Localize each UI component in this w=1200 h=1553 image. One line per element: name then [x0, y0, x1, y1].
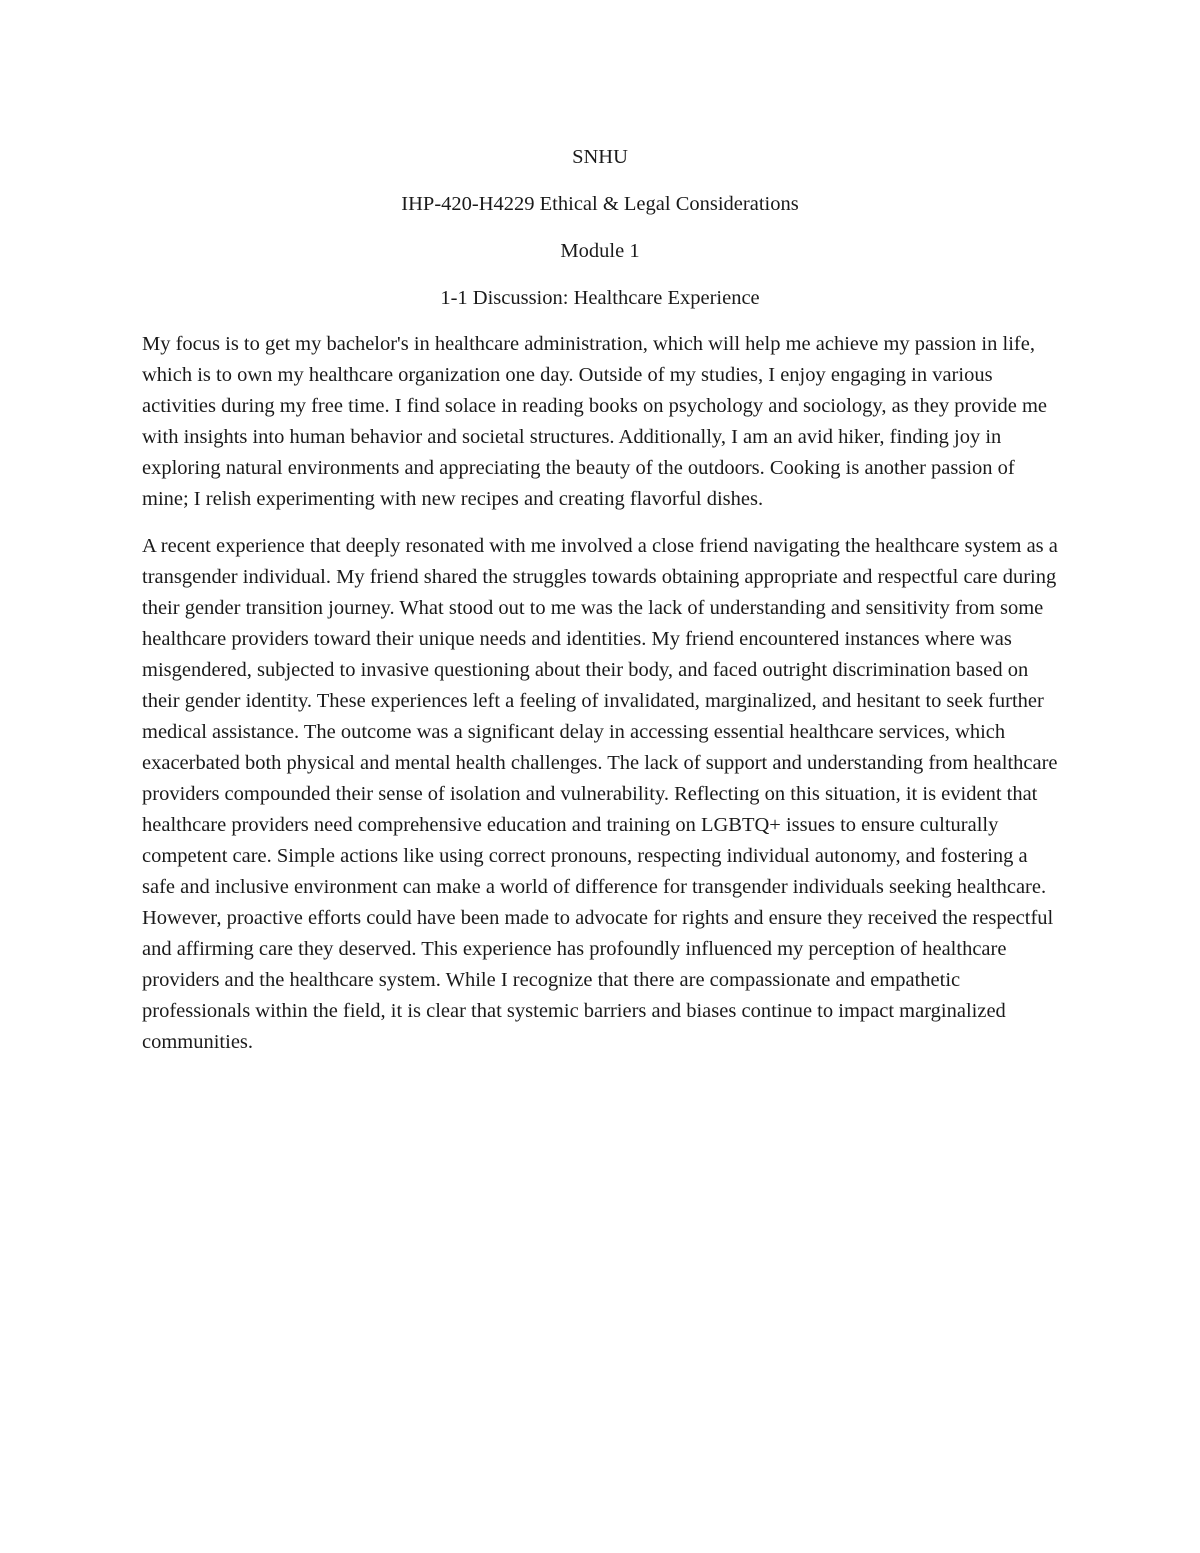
body-paragraph-interests: My focus is to get my bachelor's in healthcare administration, which will help me achieve my passion in life, which is to own my healthcare organization one day. Outside of my studies, I enjoy engaging in various activities during my free time. I find solace in reading books on psychology and sociology, as they provide me with insights into human behavior and societal structures. Additionally, I am an avid hiker, finding joy in exploring natural environments and appreciating the beauty of the outdoors. Cooking is another passion of mine; I relish experimenting with new recipes and creating flavorful dishes.: [142, 333, 1048, 510]
body-paragraph-experience: A recent experience that deeply resonated with me involved a close friend navigating the healthcare system as a transgender individual. My friend shared the struggles towards obtaining appropriate and respectful care during their gender transition journey. What stood out to me was the lack of understanding and sensitivity from some healthcare providers toward their unique needs and identities. My friend encountered instances where was misgendered, subjected to invasive questioning about their body, and faced outright discrimination based on their gender identity. These experiences left a feeling of invalidated, marginalized, and hesitant to seek further medical assistance. The outcome was a significant delay in accessing essential healthcare services, which exacerbated both physical and mental health challenges. The lack of support and understanding from healthcare providers compounded their sense of isolation and vulnerability. Reflecting on this situation, it is evident that healthcare providers need comprehensive education and training on LGBTQ+ issues to ensure culturally competent care. Simple actions like using correct pronouns, respecting individual autonomy, and fostering a safe and inclusive environment can make a world of difference for transgender individuals seeking healthcare. However, proactive efforts could have been made to advocate for rights and ensure they received the respectful and affirming care they deserved. This experience has profoundly influenced my perception of healthcare providers and the healthcare system. While I recognize that there are compassionate and empathetic professionals within the field, it is clear that systemic barriers and biases continue to impact marginalized communities.: [142, 535, 1058, 1053]
course-title: IHP-420-H4229 Ethical & Legal Considerations: [401, 193, 799, 215]
document-body: [142, 329, 1062, 1074]
module-label: Module 1: [560, 240, 640, 262]
institution-name: SNHU: [572, 146, 628, 168]
document-header: [0, 142, 1200, 330]
assignment-title: 1-1 Discussion: Healthcare Experience: [440, 287, 760, 309]
